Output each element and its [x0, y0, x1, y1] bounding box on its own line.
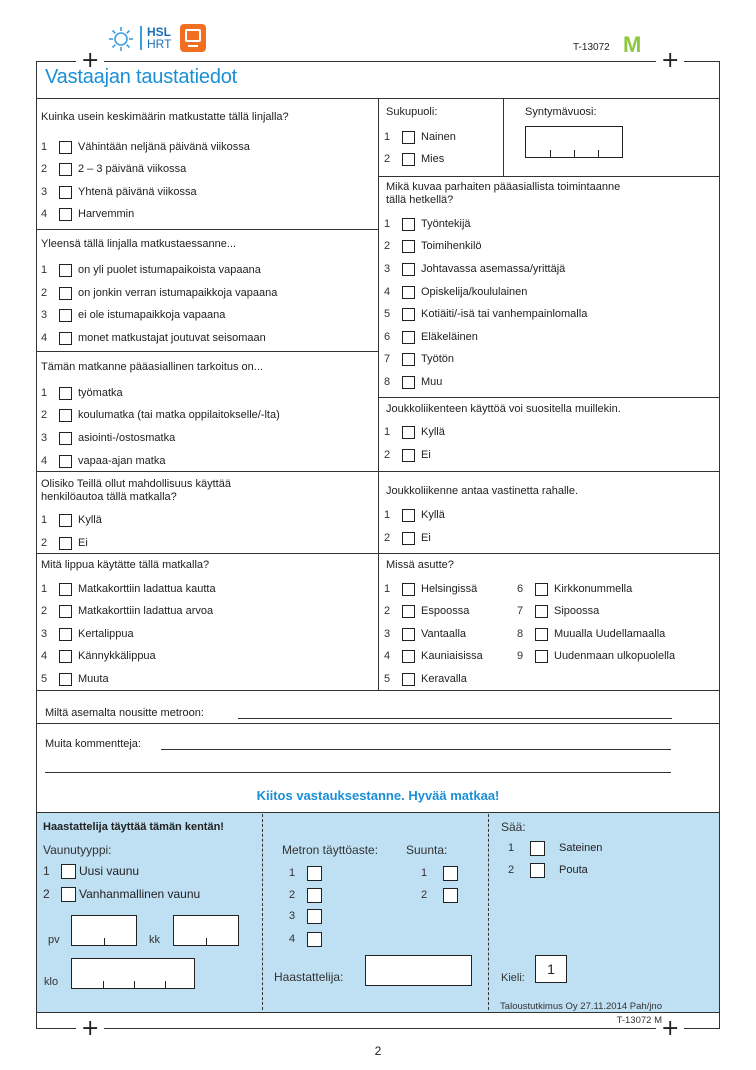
option-home-7[interactable]: 7 Sipoossa: [517, 605, 600, 617]
option-activity-8[interactable]: 8 Muu: [384, 376, 443, 388]
divider: [36, 1028, 76, 1029]
checkbox[interactable]: [59, 583, 72, 596]
checkbox[interactable]: [61, 864, 76, 879]
option-fill-4[interactable]: 4: [289, 931, 328, 947]
option-home-2[interactable]: 2 Espoossa: [384, 605, 470, 617]
checkbox[interactable]: [402, 532, 415, 545]
question-recommend: Joukkoliikenteen käyttöä voi suositella muillekin.: [386, 403, 621, 415]
divider: [36, 690, 720, 691]
option-direction-1[interactable]: 1: [421, 865, 464, 881]
option-recommend-1[interactable]: 1 Kyllä: [384, 426, 445, 438]
option-car-2[interactable]: 2 Ei: [41, 537, 88, 549]
question-ticket: Mitä lippua käytätte tällä matkalla?: [41, 559, 210, 571]
station-input[interactable]: [238, 718, 672, 719]
checkbox[interactable]: [59, 432, 72, 445]
version-letter: M: [623, 32, 642, 57]
option-car-type-2[interactable]: 2 Vanhanmallinen vaunu: [43, 887, 201, 901]
form-code: T-13072: [573, 42, 610, 53]
question-value: Joukkoliikenne antaa vastinetta rahalle.: [386, 485, 579, 497]
option-activity-4[interactable]: 4 Opiskelija/koululainen: [384, 286, 528, 298]
divider: [684, 61, 720, 62]
time-label: klo: [44, 976, 59, 988]
fill-label: Metron täyttöaste:: [282, 843, 379, 857]
interviewer-heading: Haastattelija täyttää tämän kentän!: [43, 821, 224, 833]
divider: [36, 229, 378, 230]
option-purpose-2[interactable]: 2 koulumatka (tai matka oppilaitokselle/-lta): [41, 409, 280, 421]
checkbox[interactable]: [402, 263, 415, 276]
divider: [36, 351, 378, 352]
divider: [378, 176, 720, 177]
day-label: pv: [48, 934, 60, 946]
checkbox[interactable]: [530, 841, 545, 856]
option-seats-2[interactable]: 2 on jonkin verran istumapaikkoja vapaana: [41, 287, 278, 299]
option-purpose-1[interactable]: 1 työmatka: [41, 387, 123, 399]
checkbox[interactable]: [59, 208, 72, 221]
option-home-3[interactable]: 3 Vantaalla: [384, 628, 467, 640]
checkbox[interactable]: [402, 353, 415, 366]
month-input[interactable]: [173, 915, 239, 946]
month-label: kk: [149, 934, 160, 946]
checkbox[interactable]: [402, 376, 415, 389]
checkbox[interactable]: [59, 309, 72, 322]
question-seats: Yleensä tällä linjalla matkustaessanne...: [41, 238, 237, 250]
question-car: Olisiko Teillä ollut mahdollisuus käyttää henkilöautoa tällä matkalla?: [41, 478, 231, 503]
option-activity-2[interactable]: 2 Toimihenkilö: [384, 240, 482, 252]
option-purpose-3[interactable]: 3 asiointi-/ostosmatka: [41, 432, 176, 444]
divider: [36, 61, 76, 62]
station-label: Miltä asemalta nousitte metroon:: [45, 707, 204, 719]
option-home-4[interactable]: 4 Kauniaisissa: [384, 650, 483, 662]
option-activity-1[interactable]: 1 Työntekijä: [384, 218, 471, 230]
checkbox[interactable]: [402, 650, 415, 663]
divider: [36, 723, 720, 724]
time-input[interactable]: [71, 958, 195, 989]
divider: [36, 553, 720, 554]
page-title: Vastaajan taustatiedot: [45, 66, 238, 88]
option-ticket-5[interactable]: 5 Muuta: [41, 673, 109, 685]
checkbox[interactable]: [59, 332, 72, 345]
option-ticket-2[interactable]: 2 Matkakorttiin ladattua arvoa: [41, 605, 214, 617]
checkbox[interactable]: [402, 218, 415, 231]
car-type-label: Vaunutyyppi:: [43, 843, 112, 857]
checkbox[interactable]: [59, 287, 72, 300]
weather-label: Sää:: [501, 820, 526, 834]
checkbox[interactable]: [402, 449, 415, 462]
question-birthyear: Syntymävuosi:: [525, 106, 597, 118]
checkbox[interactable]: [307, 909, 322, 924]
option-frequency-3[interactable]: 3 Yhtenä päivänä viikossa: [41, 186, 197, 198]
divider: [378, 397, 720, 398]
footer-credit: Taloustutkimus Oy 27.11.2014 Pah/jno: [500, 1001, 662, 1012]
checkbox[interactable]: [530, 863, 545, 878]
divider: [684, 1028, 720, 1029]
checkbox[interactable]: [59, 650, 72, 663]
checkbox[interactable]: [59, 605, 72, 618]
checkbox[interactable]: [535, 650, 548, 663]
checkbox[interactable]: [402, 605, 415, 618]
option-gender-1[interactable]: 1 Nainen: [384, 131, 456, 143]
option-car-1[interactable]: 1 Kyllä: [41, 514, 102, 526]
hsl-logo: [108, 24, 218, 56]
checkbox[interactable]: [59, 537, 72, 550]
comments-input-line-2[interactable]: [45, 772, 671, 773]
checkbox[interactable]: [402, 583, 415, 596]
option-fill-3[interactable]: 3: [289, 908, 328, 924]
option-frequency-2[interactable]: 2 2 – 3 päivänä viikossa: [41, 163, 187, 175]
divider: [104, 61, 656, 62]
option-ticket-4[interactable]: 4 Kännykkälippua: [41, 650, 156, 662]
checkbox[interactable]: [535, 583, 548, 596]
option-frequency-1[interactable]: 1 Vähintään neljänä päivänä viikossa: [41, 141, 250, 153]
option-activity-5[interactable]: 5 Kotiäiti/-isä tai vanhempainlomalla: [384, 308, 588, 320]
option-direction-2[interactable]: 2: [421, 887, 464, 903]
checkbox[interactable]: [59, 409, 72, 422]
checkbox[interactable]: [402, 131, 415, 144]
option-fill-2[interactable]: 2: [289, 887, 328, 903]
frame-right: [719, 61, 720, 1029]
checkbox[interactable]: [402, 509, 415, 522]
option-activity-7[interactable]: 7 Työtön: [384, 353, 455, 365]
footer-code: T-13072 M: [616, 1015, 662, 1026]
panel-divider: [262, 814, 263, 1010]
checkbox[interactable]: [59, 186, 72, 199]
comments-input[interactable]: [161, 749, 671, 750]
option-value-1[interactable]: 1 Kyllä: [384, 509, 445, 521]
registration-mark: +: [81, 1016, 100, 1041]
registration-mark: +: [661, 1016, 680, 1041]
option-activity-3[interactable]: 3 Johtavassa asemassa/yrittäjä: [384, 263, 566, 275]
day-input[interactable]: [71, 915, 137, 946]
option-gender-2[interactable]: 2 Mies: [384, 153, 445, 165]
column-divider: [378, 98, 379, 690]
question-home: Missä asutte?: [386, 559, 454, 571]
checkbox[interactable]: [402, 673, 415, 686]
option-ticket-3[interactable]: 3 Kertalippua: [41, 628, 134, 640]
checkbox[interactable]: [59, 264, 72, 277]
option-purpose-4[interactable]: 4 vapaa-ajan matka: [41, 455, 166, 467]
language-label: Kieli:: [501, 972, 525, 984]
checkbox[interactable]: [402, 286, 415, 299]
option-weather-2[interactable]: 2 Pouta: [508, 864, 588, 876]
option-home-5[interactable]: 5 Keravalla: [384, 673, 467, 685]
checkbox[interactable]: [307, 932, 322, 947]
checkbox[interactable]: [402, 331, 415, 344]
question-frequency: Kuinka usein keskimäärin matkustatte tällä linjalla?: [41, 111, 289, 123]
checkbox[interactable]: [59, 455, 72, 468]
checkbox[interactable]: [443, 866, 458, 881]
divider: [36, 812, 720, 813]
option-seats-4[interactable]: 4 monet matkustajat joutuvat seisomaan: [41, 332, 266, 344]
interviewer-input[interactable]: [365, 955, 472, 986]
thanks-message: Kiitos vastauksestanne. Hyvää matkaa!: [256, 788, 500, 803]
checkbox[interactable]: [61, 887, 76, 902]
logo-text-hsl: HSL: [147, 25, 171, 39]
registration-mark: +: [81, 48, 100, 73]
checkbox[interactable]: [59, 514, 72, 527]
divider: [36, 1012, 720, 1013]
checkbox[interactable]: [59, 628, 72, 641]
question-activity: Mikä kuvaa parhaiten pääasiallista toimintaanne tällä hetkellä?: [386, 181, 621, 206]
option-value-2[interactable]: 2 Ei: [384, 532, 431, 544]
option-activity-6[interactable]: 6 Eläkeläinen: [384, 331, 478, 343]
option-frequency-4[interactable]: 4 Harvemmin: [41, 208, 135, 220]
direction-label: Suunta:: [406, 843, 448, 857]
column-divider: [503, 98, 504, 176]
option-seats-1[interactable]: 1 on yli puolet istumapaikoista vapaana: [41, 264, 261, 276]
panel-divider: [488, 814, 489, 1010]
checkbox[interactable]: [402, 308, 415, 321]
checkbox[interactable]: [402, 240, 415, 253]
page-number: 2: [374, 1044, 382, 1058]
sun-icon: [108, 26, 134, 52]
option-ticket-1[interactable]: 1 Matkakorttiin ladattua kautta: [41, 583, 216, 595]
option-recommend-2[interactable]: 2 Ei: [384, 449, 431, 461]
option-home-1[interactable]: 1 Helsingissä: [384, 583, 478, 595]
checkbox[interactable]: [307, 866, 322, 881]
checkbox[interactable]: [59, 673, 72, 686]
checkbox[interactable]: [402, 153, 415, 166]
option-home-8[interactable]: 8 Muualla Uudellamaalla: [517, 628, 666, 640]
divider: [104, 1028, 656, 1029]
checkbox[interactable]: [307, 888, 322, 903]
option-home-6[interactable]: 6 Kirkkonummella: [517, 583, 633, 595]
divider: [36, 471, 720, 472]
checkbox[interactable]: [59, 141, 72, 154]
interviewer-label: Haastattelija:: [274, 970, 344, 984]
checkbox[interactable]: [59, 387, 72, 400]
option-weather-1[interactable]: 1 Sateinen: [508, 842, 603, 854]
checkbox[interactable]: [402, 628, 415, 641]
option-car-type-1[interactable]: 1 Uusi vaunu: [43, 864, 140, 878]
option-fill-1[interactable]: 1: [289, 865, 328, 881]
registration-mark: +: [661, 48, 680, 73]
option-seats-3[interactable]: 3 ei ole istumapaikkoja vapaana: [41, 309, 226, 321]
checkbox[interactable]: [443, 888, 458, 903]
checkbox[interactable]: [402, 426, 415, 439]
comments-label: Muita kommentteja:: [45, 738, 141, 750]
question-purpose: Tämän matkanne pääasiallinen tarkoitus on...: [41, 361, 263, 373]
logo-text-hrt: HRT: [147, 37, 172, 51]
checkbox[interactable]: [535, 605, 548, 618]
metro-icon: [180, 24, 206, 52]
language-input[interactable]: 1: [535, 955, 567, 983]
checkbox[interactable]: [59, 163, 72, 176]
question-gender: Sukupuoli:: [386, 106, 438, 118]
birthyear-input[interactable]: [525, 126, 623, 158]
checkbox[interactable]: [535, 628, 548, 641]
option-home-9[interactable]: 9 Uudenmaan ulkopuolella: [517, 650, 676, 662]
